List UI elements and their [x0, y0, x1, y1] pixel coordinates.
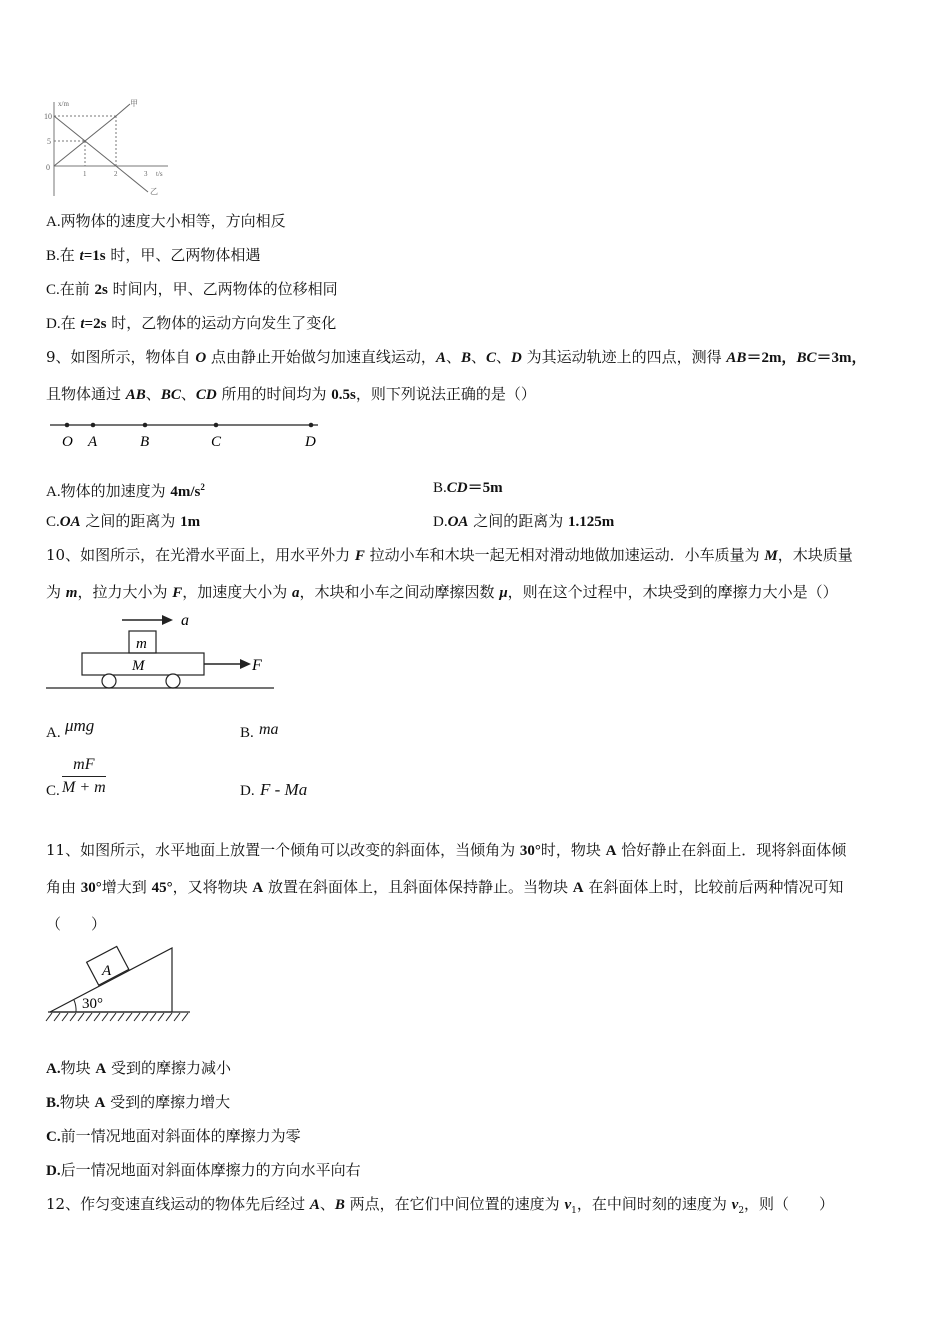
q10-fig-m: m [136, 636, 147, 652]
q8-option-b: B.在 t=1s 时，甲、乙两物体相遇 [46, 246, 261, 264]
q10-fig-a: a [181, 612, 189, 629]
q9-track-figure [46, 414, 336, 454]
q11-stem-line3: （ ） [46, 915, 107, 933]
q8-option-c: C.在前 2s 时间内，甲、乙两物体的位移相同 [46, 280, 338, 298]
q11-option-a: A.物块 A 受到的摩擦力减小 [46, 1059, 231, 1077]
q12-stem: 12、作匀变速直线运动的物体先后经过 A、B 两点，在它们中间位置的速度为 $v_1$，在中间时刻的速度为 $v_2$，则（ ） [46, 1195, 835, 1216]
q10-option-b-expr: ma [259, 721, 279, 738]
q9-option-d: D.OA 之间的距离为 1.125m [433, 512, 615, 530]
q11-option-d: D.后一情况地面对斜面体摩擦力的方向水平向右 [46, 1161, 361, 1179]
q8-option-d: D.在 t=2s 时，乙物体的运动方向发生了变化 [46, 314, 337, 332]
q10-cart-figure [44, 606, 284, 692]
q10-fig-M: M [132, 658, 145, 674]
q9-fig-a: A [88, 434, 98, 450]
fig8-x1: 1 [83, 170, 87, 178]
q10-option-b: B. [240, 725, 254, 741]
fig8-y10: 10 [44, 112, 52, 121]
q9-option-a: A.物体的加速度为 $4m/s^2$ [46, 482, 205, 500]
q9-fig-d: D [305, 434, 316, 450]
q8-option-a: A.两物体的速度大小相等，方向相反 [46, 212, 286, 230]
q9-fig-c: C [211, 434, 222, 450]
fig8-jia: 甲 [130, 99, 138, 108]
q10-c-numerator: mF [62, 756, 106, 777]
fig8-y5: 5 [47, 137, 51, 146]
q10-option-a: A. [46, 725, 61, 741]
fig8-x3: 3 [144, 170, 148, 178]
q9-fig-o: O [62, 434, 73, 450]
q9-stem-line2: 且物体通过 AB、BC、CD 所用的时间均为 0.5s，则下列说法正确的是（） [46, 385, 536, 403]
q10-stem-line2: 为 m，拉力大小为 F，加速度大小为 a，木块和小车之间动摩擦因数 μ，则在这个过程中，木块受到的摩擦力大小是（） [46, 583, 838, 601]
q9-option-c: C.OA 之间的距离为 1m [46, 512, 201, 530]
q9-stem-line1: 9、如图所示，物体自 O 点由静止开始做匀加速直线运动，A、B、C、D 为其运动轨迹上的四点，测得 AB＝2m，BC＝3m， [46, 348, 867, 366]
fig8-x-label: t/s [156, 170, 163, 178]
fig8-x2: 2 [114, 170, 118, 178]
q11-option-b: B.物块 A 受到的摩擦力增大 [46, 1093, 231, 1111]
fig8-y-label: x/m [58, 100, 69, 108]
q11-stem-line1: 11、如图所示，水平地面上放置一个倾角可以改变的斜面体，当倾角为 30°时，物块 A 恰好静止在斜面上．现将斜面体倾 [46, 841, 847, 859]
q10-option-d-expr: F - Ma [260, 780, 308, 799]
q8-xt-graph [40, 98, 180, 198]
q11-stem-line2: 角由 30°增大到 45°，又将物块 A 放置在斜面体上，且斜面体保持静止。当物块 A 在斜面体上时，比较前后两种情况可知 [46, 878, 844, 896]
q11-fig-angle: 30° [82, 996, 103, 1012]
fig8-yi: 乙 [150, 187, 158, 196]
q11-fig-a: A [102, 963, 112, 979]
q9-fig-b: B [140, 434, 150, 450]
fig8-origin: 0 [46, 163, 50, 172]
q10-option-c: C. [46, 783, 60, 799]
q10-option-c-fraction [62, 756, 106, 797]
q11-incline-figure [46, 944, 196, 1026]
q10-option-a-expr: μmg [65, 716, 95, 735]
q10-fig-F: F [252, 657, 262, 674]
q10-option-d: D. [240, 783, 255, 799]
q11-option-c: C.前一情况地面对斜面体的摩擦力为零 [46, 1127, 301, 1145]
q10-stem-line1: 10、如图所示，在光滑水平面上，用水平外力 F 拉动小车和木块一起无相对滑动地做加速运动．小车质量为 M，木块质量 [46, 546, 853, 564]
q9-option-b: B.CD＝5m [433, 480, 503, 496]
q10-c-denominator: M + m [62, 779, 106, 796]
